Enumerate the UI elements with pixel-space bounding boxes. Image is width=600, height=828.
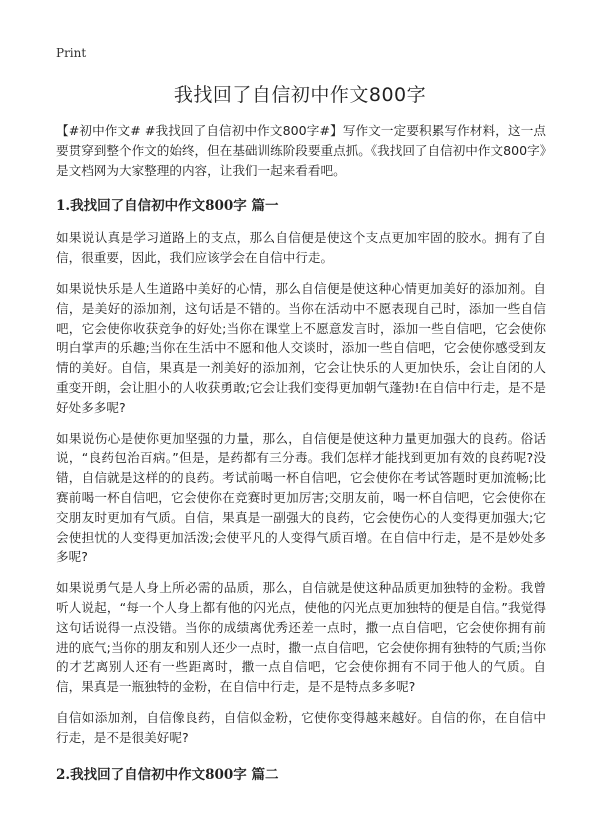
section-heading: 1.我找回了自信初中作文800字 篇一: [56, 198, 279, 215]
paragraph: 自信如添加剂，自信像良药，自信似金粉，它使你变得越来越好。自信的你，在自信中行走，是不是很美好呢?: [56, 709, 546, 745]
intro-paragraph: 【#初中作文# #我找回了自信初中作文800字#】写作文一定要积累写作材料，这一点要贯穿到整个作文的始终，但在基础训练阶段要重点抓。《我找回了自信初中作文800字》是文档网为大家整理的内容，让我们一起来看看吧。: [56, 123, 547, 178]
page-title: 我找回了自信初中作文800字: [173, 84, 427, 106]
paragraph: 如果说快乐是人生道路中美好的心情，那么自信便是使这种心情更加美好的添加剂。自信，是美好的添加剂，这句话是不错的。当你在活动中不愿表现自己时，添加一些自信吧，它会使你收获竞争的好处;当你在课堂上不愿意发言时，添加一些自信吧，它会使你明白掌声的乐趣;当你在生活中不愿和他人交谈时，添加一些自信吧，它会使你感受到友情的美好。自信，果真是一剂美好的添加剂，它会让快乐的人更加快乐，会让自闭的人重变开朗，会让胆小的人收获勇敢;它会让我们变得更加朝气蓬勃!在自信中行走，是不是好处多多呢?: [56, 280, 546, 415]
paragraph: 如果说勇气是人身上所必需的品质，那么，自信就是使这种品质更加独特的金粉。我曾听人说起，“每一个人身上都有他的闪光点，使他的闪光点更加独特的便是自信。”我觉得这句话说得一点没错。当你的成绩离优秀还差一点时，撒一点自信吧，它会使你拥有前进的底气;当你的朋友和别人还少一点时，撒一点自信吧，它会使你拥有独特的气质;当你的才艺离别人还有一些距离时，撒一点自信吧，它会使你拥有不同于他人的气质。自信，果真是一瓶独特的金粉，在自信中行走，是不是特点多多呢?: [56, 580, 546, 695]
paragraph: 如果说伤心是使你更加坚强的力量，那么，自信便是使这种力量更加强大的良药。俗话说，“良药包治百病。”但是，是药都有三分毒。我们怎样才能找到更加有效的良药呢?没错，自信就是这样的的良药。考试前喝一杯自信吧，它会使你在考试答题时更加流畅;比赛前喝一杯自信吧，它会使你在竞赛时更加厉害;交朋友前，喝一杯自信吧，它会使你在交朋友时更加有气质。自信，果真是一副强大的良药，它会使伤心的人变得更加强大;它会使担忧的人变得更加活泼;会使平凡的人变得气质百增。在自信中行走，是不是妙处多多呢?: [56, 430, 546, 565]
print-label: Print: [56, 46, 87, 60]
article-body: [56, 121, 546, 797]
paragraph: 如果说认真是学习道路上的支点，那么自信便是使这个支点更加牢固的胶水。拥有了自信，很重要，因此，我们应该学会在自信中行走。: [56, 230, 546, 266]
section-heading: 2.我找回了自信初中作文800字 篇二: [56, 766, 279, 783]
